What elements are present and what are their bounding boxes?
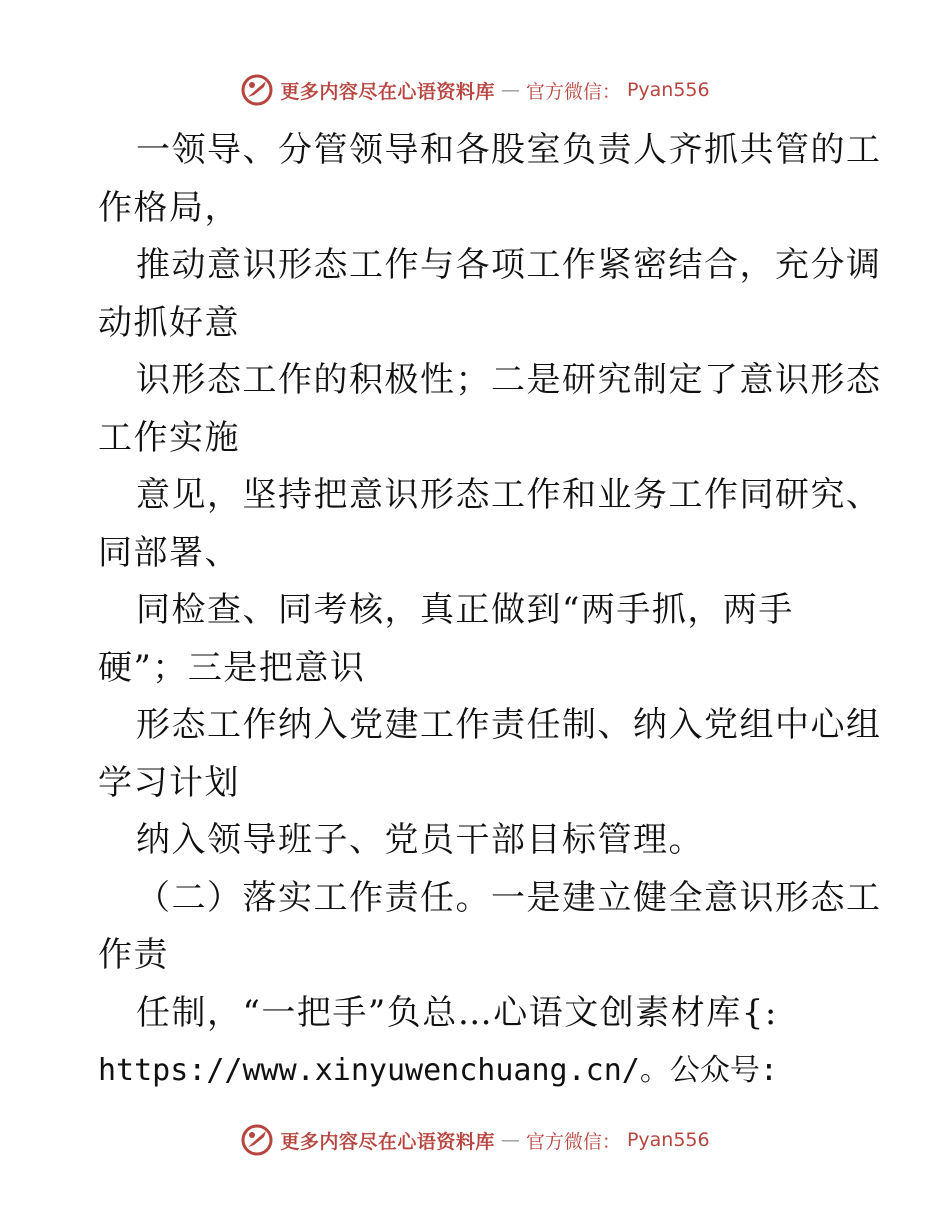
body-line: 同部署、 xyxy=(98,532,240,573)
body-line: 一领导、分管领导和各股室负责人齐抓共管的工 xyxy=(136,130,882,170)
banner-wechat-label: 官方微信： xyxy=(525,1130,621,1153)
body-line-url: https://www.xinyuwenchuang.cn/。公众号: xyxy=(98,1053,778,1088)
banner-site-text: 更多内容尽在心语资料库 xyxy=(280,80,495,103)
body-line: 纳入领导班子、党员干部目标管理。 xyxy=(136,820,704,860)
banner-site-text: 更多内容尽在心语资料库 xyxy=(280,1130,495,1153)
header-banner xyxy=(0,70,950,110)
body-line: 形态工作纳入党建工作责任制、纳入党组中心组 xyxy=(136,705,882,745)
body-line: 硬”；三是把意识 xyxy=(98,647,366,688)
logo-icon xyxy=(240,73,274,107)
banner-separator: — xyxy=(500,79,520,101)
body-line: 工作实施 xyxy=(98,417,240,458)
banner-wechat-id: Pyan556 xyxy=(626,1129,710,1151)
body-line: 同检查、同考核，真正做到“两手抓，两手 xyxy=(136,590,794,630)
body-line: 识形态工作的积极性；二是研究制定了意识形态 xyxy=(136,360,882,400)
body-line: 学习计划 xyxy=(98,762,240,803)
body-line: 推动意识形态工作与各项工作紧密结合，充分调 xyxy=(136,245,882,285)
body-line: 作责 xyxy=(98,935,169,975)
body-line: 意见，坚持把意识形态工作和业务工作同研究、 xyxy=(136,475,882,515)
body-line: 任制，“一把手”负总…心语文创素材库{: xyxy=(136,992,778,1033)
footer-banner xyxy=(0,1120,950,1160)
body-line: （二）落实工作责任。一是建立健全意识形态工 xyxy=(136,877,882,918)
banner-wechat-label: 官方微信： xyxy=(525,80,621,103)
body-line: 作格局， xyxy=(98,187,240,228)
body-line: 动抓好意 xyxy=(98,302,240,343)
banner-wechat-id: Pyan556 xyxy=(626,79,710,101)
banner-separator: — xyxy=(500,1129,520,1151)
document-body xyxy=(98,122,882,1100)
logo-icon xyxy=(240,1123,274,1157)
